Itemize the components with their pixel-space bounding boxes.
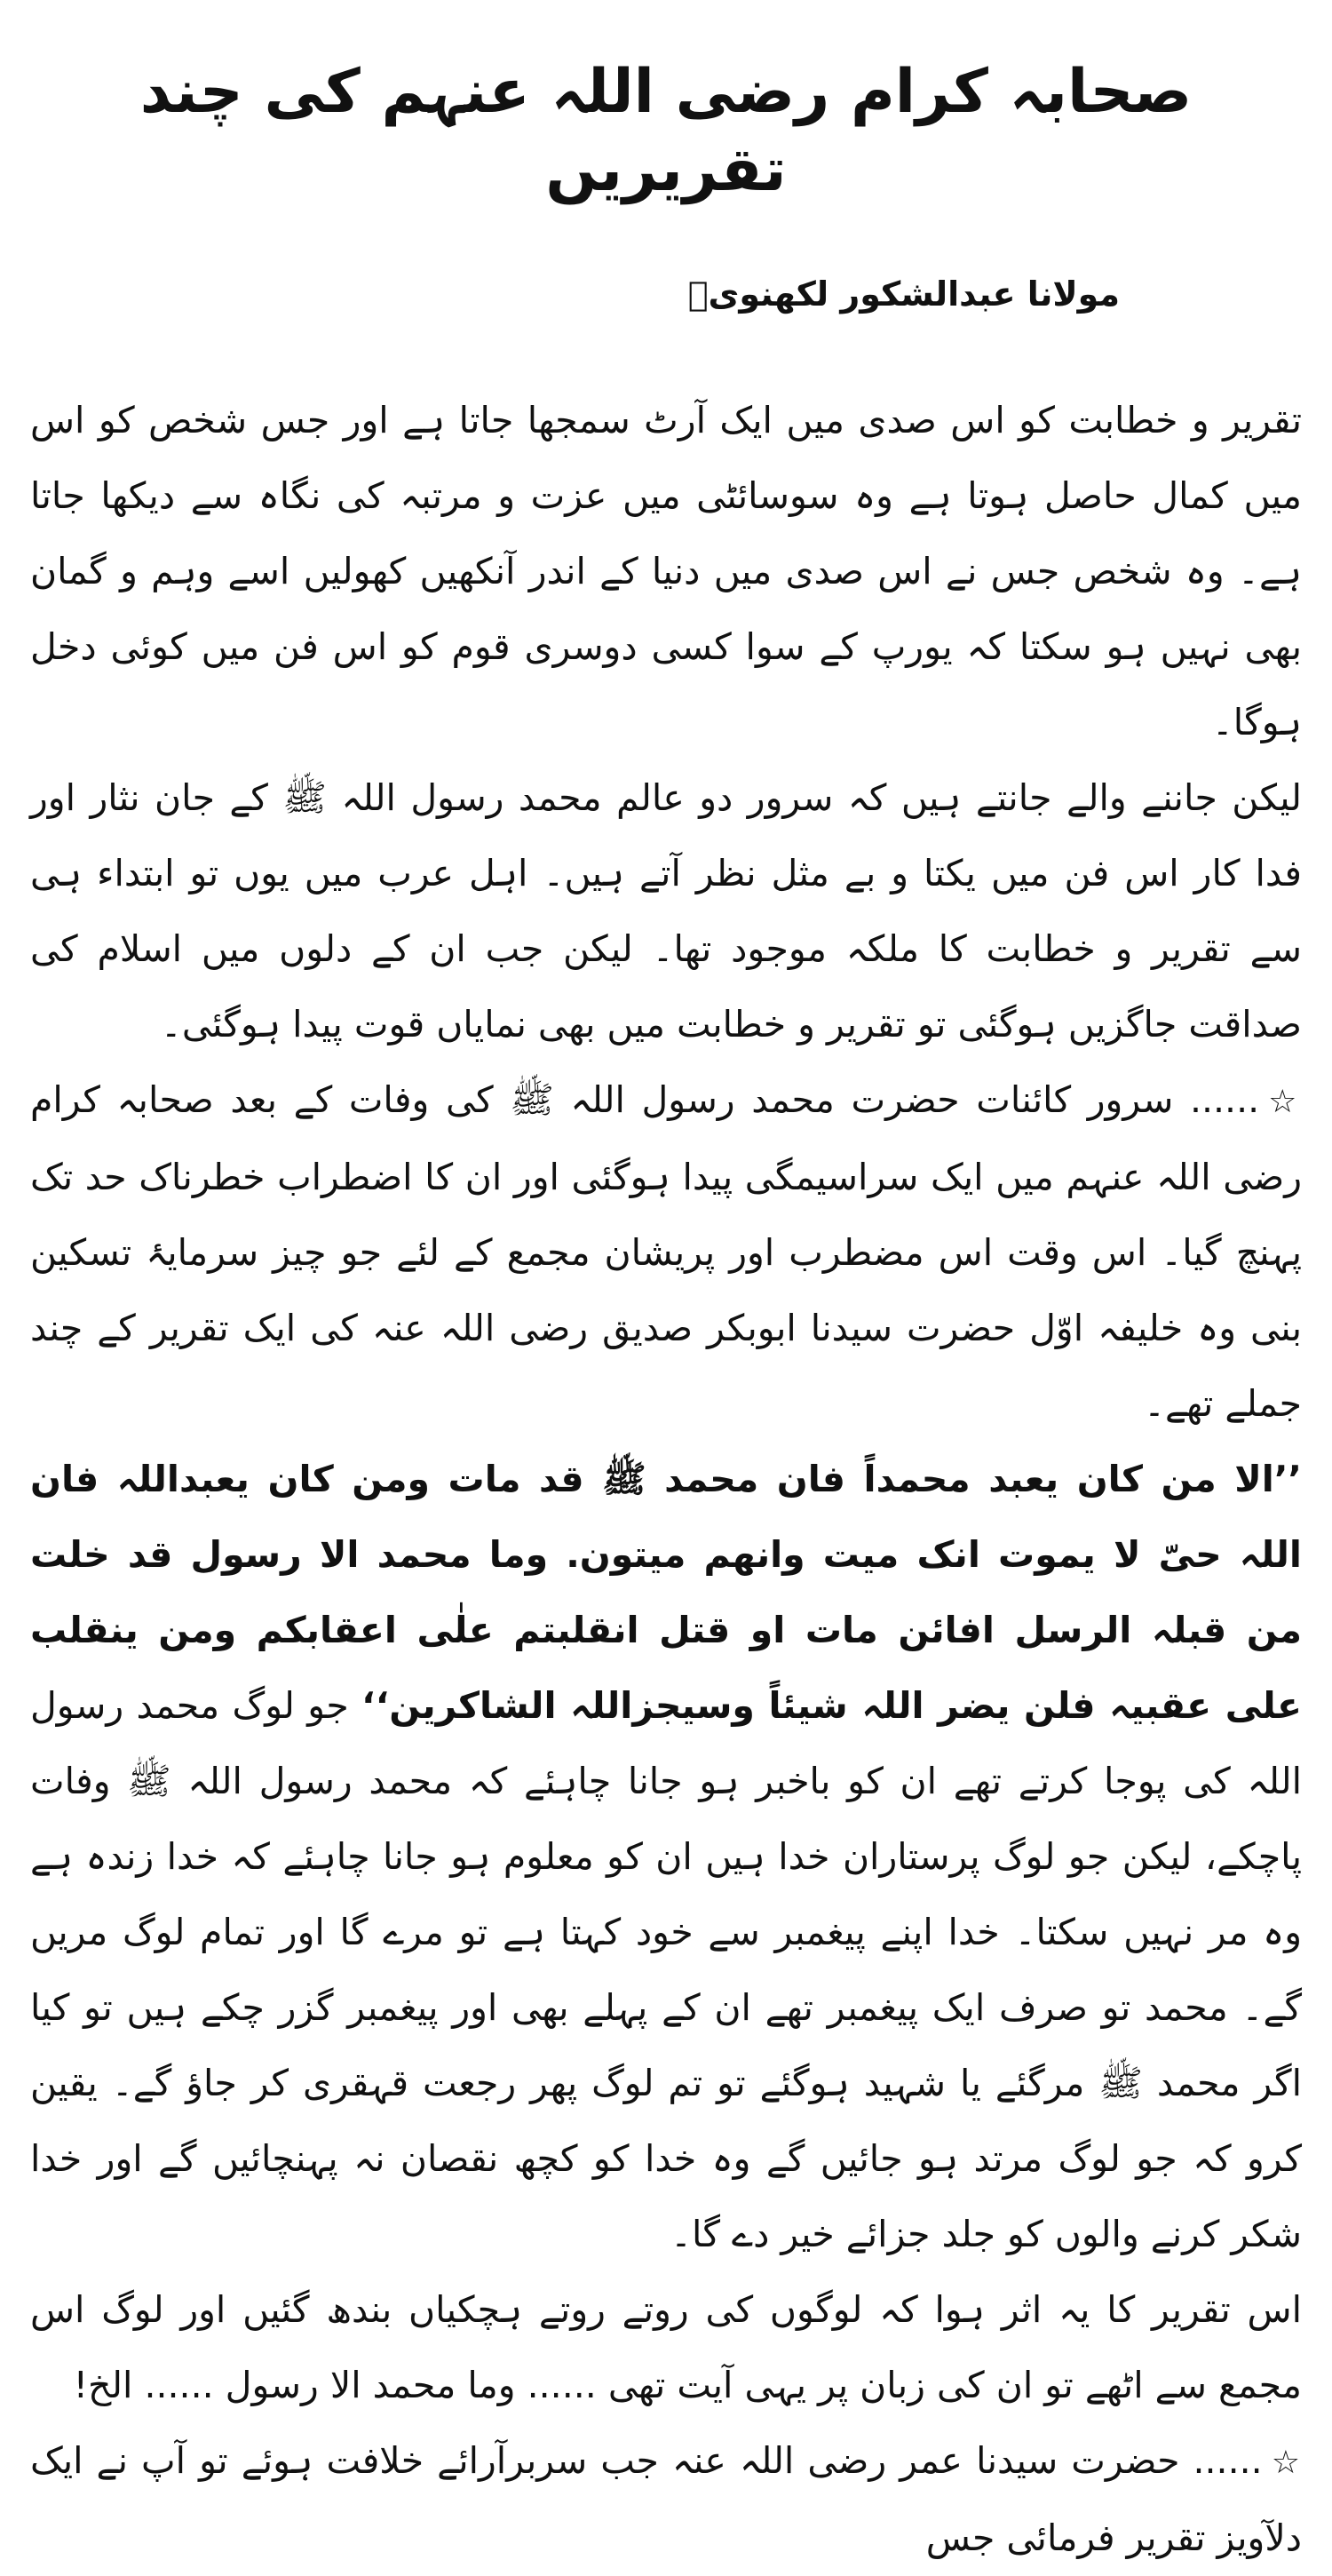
arabic-quote: ’’الا من کان یعبد محمداً فان محمد ﷺ قد مات ومن کان یعبداللہ فان اللہ حیّ لا یموت انک میت وانھم میتون. وما محمد الا رسول قد خلت من قبلہ الرسل افائن مات او قتل انقلبتم علٰی اعقابکم ومن ینقلب علی عقبیہ فلن یضر اللہ شیئاً وسیجزاللہ الشاکرین‘‘ [30,1458,1302,1728]
quote-translation: جو لوگ محمد رسول اللہ کی پوجا کرتے تھے ان کو باخبر ہو جانا چاہئے کہ محمد رسول اللہ ﷺ وفات پاچکے، لیکن جو لوگ پرستاران خدا ہیں ان کو معلوم ہو جانا چاہئے کہ خدا زندہ ہے وہ مر نہیں سکتا۔ خدا اپنے پیغمبر سے خود کہتا ہے تو مرے گا اور تمام لوگ مریں گے۔ محمد تو صرف ایک پیغمبر تھے ان کے پہلے بھی اور پیغمبر گزر چکے ہیں تو کیا اگر محمد ﷺ مرگئے یا شہید ہوگئے تو تم لوگ پھر رجعت قہقری کر جاؤ گے۔ یقین کرو کہ جو لوگ مرتد ہو جائیں گے وہ خدا کو کچھ نقصان نہ پہنچائیں گے اور خدا شکر کرنے والوں کو جلد جزائے خیر دے گا۔ [30,1684,1302,2256]
paragraph-1: تقریر و خطابت کو اس صدی میں ایک آرٹ سمجھا جاتا ہے اور جس شخص کو اس میں کمال حاصل ہوتا ہے وہ سوسائٹی میں عزت و مرتبہ کی نگاہ سے دیکھا جاتا ہے۔ وہ شخص جس نے اس صدی میں دنیا کے اندر آنکھیں کھولیں اسے وہم و گمان بھی نہیں ہو سکتا کہ یورپ کے سوا کسی دوسری قوم کو اس فن میں کوئی دخل ہوگا۔ [30,399,1302,744]
star-outline-icon: ☆ [1268,1084,1302,1121]
paragraph-4 [30,1442,1302,2272]
paragraph-6-lead: ...... [1193,2439,1263,2483]
paragraph-3-text: سرور کائنات حضرت محمد رسول اللہ ﷺ کی وفات کے بعد صحابہ کرام رضی اللہ عنہم میں ایک سراسیمگی پیدا ہوگئی اور ان کا اضطراب خطرناک حد تک پہنچ گیا۔ اس وقت اس مضطرب اور پریشان مجمع کے لئے جو چیز سرمایۂ تسکین بنی وہ خلیفہ اوّل حضرت سیدنا ابوبکر صدیق رضی اللہ عنہ کی ایک تقریر کے چند جملے تھے۔ [30,1078,1302,1426]
paragraph-6-text: حضرت سیدنا عمر رضی اللہ عنہ جب سربرآرائے خلافت ہوئے تو آپ نے ایک دلآویز تقریر فرمائی جس [30,2439,1302,2560]
paragraph-2: لیکن جاننے والے جانتے ہیں کہ سرور دو عالم محمد رسول اللہ ﷺ کے جان نثار اور فدا کار اس فن میں یکتا و بے مثل نظر آتے ہیں۔ اہل عرب میں یوں تو ابتداء ہی سے تقریر و خطابت کا ملکہ موجود تھا۔ لیکن جب ان کے دلوں میں اسلام کی صداقت جاگزیں ہوگئی تو تقریر و خطابت میں بھی نمایاں قوت پیدا ہوگئی۔ [30,776,1302,1046]
paragraph-3 [30,1062,1302,1442]
author-name: مولانا عبدالشکور لکھنویؒ [687,274,1120,314]
paragraph-6 [30,2423,1302,2576]
star-outline-icon: ☆ [1271,2445,1302,2482]
article-body [30,383,1302,2576]
article-title: صحابہ کرام رضی اللہ عنہم کی چند تقریریں [139,57,1193,206]
paragraph-5: اس تقریر کا یہ اثر ہوا کہ لوگوں کی روتے روتے ہچکیاں بندھ گئیں اور لوگ اس مجمع سے اٹھے تو ان کی زبان پر یہی آیت تھی ...... وما محمد الا رسول ...... الخ! [30,2288,1302,2407]
paragraph-3-lead: ...... [1189,1078,1260,1122]
